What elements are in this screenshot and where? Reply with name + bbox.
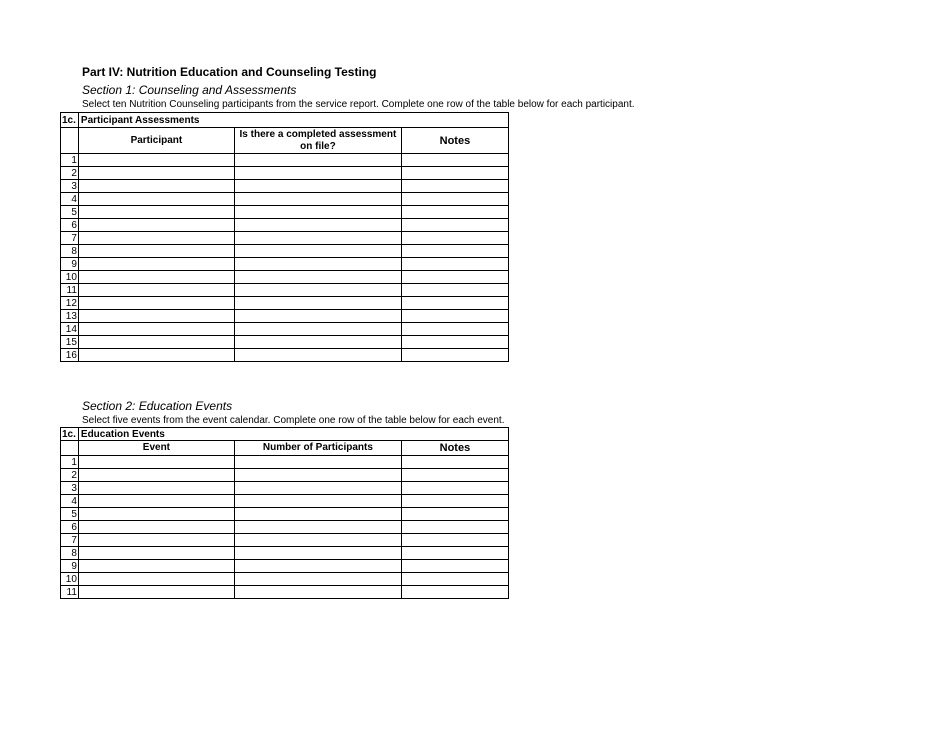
table-row [61,271,509,284]
cell-notes[interactable] [401,508,508,521]
cell-col-2[interactable] [234,534,401,547]
cell-col-2[interactable] [234,193,401,206]
cell-col-1[interactable] [78,469,234,482]
table-row [61,469,509,482]
section-1-title: Section 1: Counseling and Assessments [82,83,297,97]
row-number: 4 [61,495,79,508]
row-number: 9 [61,560,79,573]
table-row [61,167,509,180]
row-number: 10 [61,573,79,586]
table-row [61,495,509,508]
cell-notes[interactable] [401,469,508,482]
row-number: 5 [61,206,79,219]
cell-col-1[interactable] [78,456,234,469]
row-number: 6 [61,219,79,232]
cell-col-2[interactable] [234,521,401,534]
row-number: 7 [61,232,79,245]
table-row [61,349,509,362]
cell-notes[interactable] [401,586,508,599]
cell-col-1[interactable] [78,336,234,349]
section-1-instruction: Select ten Nutrition Counseling participants from the service report. Complete one row of the table below for each participant. [82,99,635,110]
cell-col-1[interactable] [78,534,234,547]
row-number: 14 [61,323,79,336]
cell-notes[interactable] [401,206,508,219]
cell-col-2[interactable] [234,573,401,586]
row-number: 8 [61,547,79,560]
cell-col-2[interactable] [234,284,401,297]
row-number: 4 [61,193,79,206]
cell-col-1[interactable] [78,232,234,245]
cell-notes[interactable] [401,456,508,469]
table-row [61,336,509,349]
row-number: 13 [61,310,79,323]
cell-notes[interactable] [401,521,508,534]
table-row [61,560,509,573]
row-number: 12 [61,297,79,310]
participant-assessments-table [60,112,509,362]
cell-notes[interactable] [401,495,508,508]
cell-notes[interactable] [401,180,508,193]
row-number: 16 [61,349,79,362]
row-number: 8 [61,245,79,258]
part-title: Part IV: Nutrition Education and Counseling Testing [82,65,377,79]
cell-col-2[interactable] [234,310,401,323]
cell-col-1[interactable] [78,245,234,258]
cell-col-2[interactable] [234,232,401,245]
table-row [61,258,509,271]
table-row [61,508,509,521]
cell-notes[interactable] [401,534,508,547]
cell-col-1[interactable] [78,154,234,167]
cell-notes[interactable] [401,482,508,495]
cell-col-2[interactable] [234,560,401,573]
cell-col-1[interactable] [78,284,234,297]
cell-col-1[interactable] [78,310,234,323]
row-number: 6 [61,521,79,534]
cell-col-1[interactable] [78,323,234,336]
table-row [61,547,509,560]
header-blank-cell [61,441,79,456]
cell-notes[interactable] [401,573,508,586]
row-number: 11 [61,284,79,297]
table-row [61,482,509,495]
cell-notes[interactable] [401,297,508,310]
cell-col-1[interactable] [78,586,234,599]
cell-col-2[interactable] [234,167,401,180]
header-notes: Notes [401,128,508,154]
row-number: 5 [61,508,79,521]
cell-col-2[interactable] [234,469,401,482]
row-number: 15 [61,336,79,349]
cell-col-2[interactable] [234,456,401,469]
cell-col-1[interactable] [78,297,234,310]
cell-col-2[interactable] [234,258,401,271]
table-code: 1c. [61,113,79,128]
table-row [61,284,509,297]
cell-col-1[interactable] [78,206,234,219]
cell-col-1[interactable] [78,180,234,193]
table-row [61,573,509,586]
cell-col-2[interactable] [234,297,401,310]
table-row [61,154,509,167]
table-row [61,521,509,534]
cell-col-1[interactable] [78,573,234,586]
table-row [61,310,509,323]
row-number: 11 [61,586,79,599]
table-code: 1c. [61,428,79,441]
cell-notes[interactable] [401,167,508,180]
cell-col-2[interactable] [234,206,401,219]
row-number: 2 [61,167,79,180]
cell-col-1[interactable] [78,349,234,362]
cell-col-2[interactable] [234,154,401,167]
cell-col-1[interactable] [78,482,234,495]
cell-col-2[interactable] [234,482,401,495]
table-row [61,219,509,232]
section-2-title: Section 2: Education Events [82,399,233,413]
cell-notes[interactable] [401,336,508,349]
header-participant: Participant [78,128,234,154]
cell-col-1[interactable] [78,258,234,271]
cell-col-2[interactable] [234,336,401,349]
header-number-of-participants: Number of Participants [234,441,401,456]
header-notes: Notes [401,441,508,456]
header-event: Event [78,441,234,456]
cell-notes[interactable] [401,245,508,258]
cell-notes[interactable] [401,284,508,297]
cell-notes[interactable] [401,323,508,336]
cell-col-1[interactable] [78,193,234,206]
table-row [61,456,509,469]
cell-col-1[interactable] [78,219,234,232]
cell-col-2[interactable] [234,180,401,193]
row-number: 2 [61,469,79,482]
cell-notes[interactable] [401,310,508,323]
education-events-table [60,427,509,599]
cell-notes[interactable] [401,154,508,167]
cell-notes[interactable] [401,193,508,206]
cell-notes[interactable] [401,258,508,271]
cell-col-2[interactable] [234,245,401,258]
table-row [61,297,509,310]
cell-col-2[interactable] [234,219,401,232]
cell-notes[interactable] [401,560,508,573]
cell-col-1[interactable] [78,508,234,521]
header-assessment-on-file: Is there a completed assessment on file? [234,128,401,154]
row-number: 3 [61,482,79,495]
table-row [61,206,509,219]
cell-col-2[interactable] [234,349,401,362]
table-row [61,180,509,193]
row-number: 1 [61,456,79,469]
cell-col-2[interactable] [234,495,401,508]
table-row [61,323,509,336]
row-number: 1 [61,154,79,167]
cell-col-1[interactable] [78,521,234,534]
table-row [61,193,509,206]
cell-col-2[interactable] [234,323,401,336]
cell-col-1[interactable] [78,167,234,180]
cell-col-1[interactable] [78,547,234,560]
cell-col-1[interactable] [78,495,234,508]
cell-col-2[interactable] [234,271,401,284]
table-row [61,232,509,245]
table-row [61,586,509,599]
table-title: Participant Assessments [78,113,508,128]
row-number: 10 [61,271,79,284]
cell-col-1[interactable] [78,560,234,573]
cell-notes[interactable] [401,219,508,232]
table-row [61,534,509,547]
cell-col-2[interactable] [234,508,401,521]
section-2-instruction: Select five events from the event calendar. Complete one row of the table below for each event. [82,415,505,426]
row-number: 7 [61,534,79,547]
table-title: Education Events [78,428,508,441]
cell-col-2[interactable] [234,547,401,560]
table-row [61,245,509,258]
cell-notes[interactable] [401,271,508,284]
header-blank-cell [61,128,79,154]
cell-notes[interactable] [401,547,508,560]
cell-col-2[interactable] [234,586,401,599]
cell-col-1[interactable] [78,271,234,284]
row-number: 3 [61,180,79,193]
cell-notes[interactable] [401,349,508,362]
cell-notes[interactable] [401,232,508,245]
row-number: 9 [61,258,79,271]
